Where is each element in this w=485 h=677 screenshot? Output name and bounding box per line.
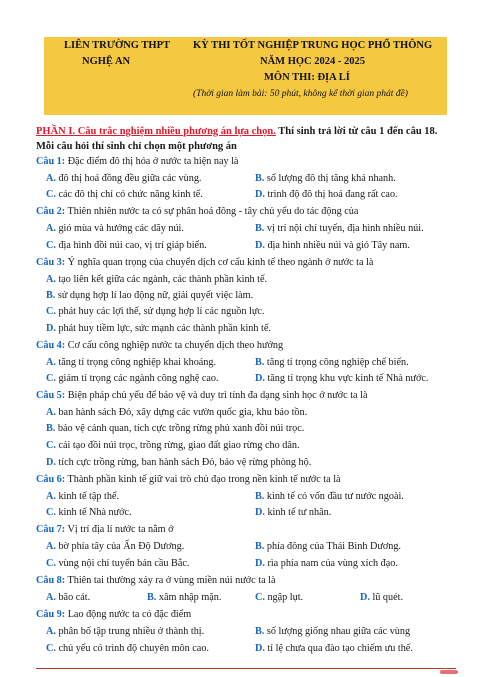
option-letter: C. — [46, 558, 56, 569]
option-letter: C. — [46, 189, 56, 200]
footer-mark — [440, 670, 458, 674]
option-letter: A. — [46, 407, 56, 418]
question-number: Câu 7: — [36, 524, 66, 535]
option-text: kinh tế tập thể. — [55, 491, 119, 502]
question-number: Câu 5: — [36, 390, 66, 401]
option-letter: A. — [46, 592, 56, 603]
option-d — [255, 507, 331, 518]
option-letter: C. — [46, 240, 56, 251]
section-instruction-2: Mỗi câu hỏi thí sinh chỉ chọn một phương án — [36, 141, 237, 152]
option-text: ngập lụt. — [264, 592, 304, 603]
option-text: bờ phía tây của Ấn Độ Dương. — [55, 541, 185, 552]
option-letter: A. — [46, 357, 56, 368]
option-text: phát huy các lợi thế, sử dụng hợp lí các nguồn lực. — [55, 306, 265, 317]
option-a — [46, 626, 204, 637]
option-letter: C. — [46, 373, 56, 384]
option-letter: C. — [46, 440, 56, 451]
option-c — [46, 507, 132, 518]
option-c — [46, 643, 209, 654]
question-6 — [36, 474, 341, 485]
option-letter: D. — [255, 643, 265, 654]
option-letter: C. — [46, 643, 56, 654]
option-b — [255, 173, 396, 184]
option-letter: B. — [46, 423, 56, 434]
option-d — [46, 457, 311, 468]
option-letter: A. — [46, 223, 56, 234]
option-text: tăng tỉ trọng khu vực kinh tế Nhà nước. — [264, 373, 429, 384]
option-c — [46, 440, 300, 451]
option-text: cải tạo đồi núi trọc, trồng rừng, giao đất giao rừng cho dân. — [55, 440, 300, 451]
option-letter: B. — [255, 223, 265, 234]
option-text: ban hành sách Đỏ, xây dựng các vườn quốc gia, khu bảo tồn. — [55, 407, 308, 418]
option-b — [46, 290, 253, 301]
option-text: phân bố tập trung nhiều ở thành thị. — [55, 626, 205, 637]
question-4 — [36, 340, 283, 351]
question-number: Câu 4: — [36, 340, 66, 351]
option-text: các đô thị chỉ có chức năng kinh tế. — [55, 189, 203, 200]
question-3 — [36, 257, 373, 268]
option-text: đô thị hoá đồng đều giữa các vùng. — [55, 173, 202, 184]
option-letter: D. — [255, 558, 265, 569]
option-letter: A. — [46, 626, 56, 637]
option-a — [46, 541, 184, 552]
option-text: số lượng đô thị tăng khá nhanh. — [264, 173, 396, 184]
option-a — [46, 357, 216, 368]
option-d — [255, 240, 410, 251]
option-c — [46, 189, 203, 200]
option-c — [46, 306, 264, 317]
option-letter: B. — [255, 491, 265, 502]
option-letter: C. — [46, 507, 56, 518]
option-a — [46, 491, 119, 502]
option-text: xâm nhập mặn. — [156, 592, 222, 603]
option-a — [46, 407, 307, 418]
option-b — [147, 592, 221, 603]
option-letter: A. — [46, 274, 56, 285]
option-letter: C. — [46, 306, 56, 317]
question-number: Câu 6: — [36, 474, 66, 485]
option-d — [255, 373, 428, 384]
option-c — [46, 558, 189, 569]
question-9 — [36, 609, 191, 620]
question-text: Biện pháp chủ yếu để bảo vệ và duy trì tính đa dạng sinh học ở nước ta là — [65, 390, 368, 401]
option-letter: B. — [46, 290, 56, 301]
option-text: rìa phía nam của vùng xích đạo. — [264, 558, 398, 569]
option-text: trình độ đô thị hoá đang rất cao. — [264, 189, 398, 200]
option-text: vị trí nội chí tuyến, địa hình nhiều núi. — [264, 223, 424, 234]
option-letter: D. — [255, 189, 265, 200]
option-letter: D. — [46, 323, 56, 334]
option-text: bảo vệ cảnh quan, tích cực trồng rừng phủ xanh đồi núi trọc. — [55, 423, 305, 434]
question-number: Câu 1: — [36, 156, 66, 167]
option-text: số lượng giống nhau giữa các vùng — [264, 626, 411, 637]
option-b — [46, 423, 304, 434]
question-text: Vị trí địa lí nước ta nằm ở — [65, 524, 174, 535]
option-text: kinh tế tư nhân. — [264, 507, 332, 518]
province-name: NGHỆ AN — [82, 56, 131, 67]
option-letter: B. — [255, 541, 265, 552]
option-b — [255, 491, 404, 502]
option-letter: D. — [255, 507, 265, 518]
option-d — [255, 189, 398, 200]
question-text: Ý nghĩa quan trọng của chuyển dịch cơ cấu kinh tế theo ngành ở nước ta là — [65, 257, 374, 268]
option-text: phát huy tiềm lực, sức mạnh các thành phần kinh tế. — [55, 323, 271, 334]
subject-title: MÔN THI: ĐỊA LÍ — [264, 72, 350, 83]
option-text: tăng tỉ trọng công nghiệp chế biến. — [264, 357, 409, 368]
question-8 — [36, 575, 276, 586]
footer-divider — [36, 668, 456, 669]
option-text: bão cát. — [55, 592, 91, 603]
question-number: Câu 9: — [36, 609, 66, 620]
option-c — [46, 373, 219, 384]
section-heading — [36, 124, 476, 154]
section-instruction-1: Thí sinh trả lời từ câu 1 đến câu 18. — [275, 126, 438, 137]
time-note: (Thời gian làm bài: 50 phút, không kể thời gian phát đề) — [193, 89, 408, 99]
option-letter: D. — [46, 457, 56, 468]
option-d — [360, 592, 403, 603]
option-a — [46, 223, 184, 234]
option-text: tạo liên kết giữa các ngành, các thành phần kinh tế. — [55, 274, 268, 285]
school-year: NĂM HỌC 2024 - 2025 — [260, 56, 365, 67]
option-letter: B. — [255, 357, 265, 368]
option-text: giảm tỉ trọng các ngành công nghệ cao. — [55, 373, 219, 384]
option-text: tỉ lệ chưa qua đào tạo chiếm ưu thế. — [264, 643, 413, 654]
option-text: tích cực trồng rừng, ban hành sách Đỏ, bảo vệ rừng phòng hộ. — [55, 457, 312, 468]
option-text: kinh tế có vốn đầu tư nước ngoài. — [264, 491, 404, 502]
option-text: gió mùa và hướng các dãy núi. — [55, 223, 184, 234]
question-number: Câu 2: — [36, 206, 66, 217]
option-text: địa hình nhiều núi và gió Tây nam. — [264, 240, 410, 251]
option-text: chủ yếu có trình độ chuyên môn cao. — [55, 643, 209, 654]
option-letter: C. — [255, 592, 265, 603]
option-letter: D. — [255, 373, 265, 384]
question-number: Câu 8: — [36, 575, 66, 586]
option-letter: A. — [46, 541, 56, 552]
question-number: Câu 3: — [36, 257, 66, 268]
question-2 — [36, 206, 358, 217]
option-d — [46, 323, 271, 334]
option-b — [255, 626, 410, 637]
option-letter: B. — [255, 173, 265, 184]
option-a — [46, 274, 267, 285]
option-a — [46, 173, 201, 184]
option-text: vùng nội chí tuyến bán cầu Bắc. — [55, 558, 190, 569]
option-d — [255, 643, 413, 654]
option-letter: B. — [147, 592, 157, 603]
question-1 — [36, 156, 238, 167]
option-letter: B. — [255, 626, 265, 637]
option-c — [255, 592, 303, 603]
section-title: PHẦN I. Câu trắc nghiệm nhiều phương án lựa chọn. — [36, 126, 276, 137]
option-c — [46, 240, 207, 251]
question-text: Thành phần kinh tế giữ vai trò chủ đạo trong nền kinh tế nước ta là — [65, 474, 341, 485]
option-text: địa hình đồi núi cao, vị trí giáp biển. — [55, 240, 207, 251]
option-text: kinh tế Nhà nước. — [55, 507, 132, 518]
option-letter: A. — [46, 491, 56, 502]
option-text: phía đông của Thái Bình Dương. — [264, 541, 401, 552]
question-text: Cơ cấu công nghiệp nước ta chuyển dịch theo hướng — [65, 340, 284, 351]
option-d — [255, 558, 398, 569]
question-7 — [36, 524, 174, 535]
option-b — [255, 223, 424, 234]
option-text: tăng tỉ trọng công nghiệp khai khoáng. — [55, 357, 217, 368]
question-text: Thiên nhiên nước ta có sự phân hoá đông - tây chủ yếu do tác động của — [65, 206, 359, 217]
question-text: Đặc điểm đô thị hóa ở nước ta hiện nay là — [65, 156, 239, 167]
option-text: sử dụng hợp lí lao động nữ, giải quyết việc làm. — [55, 290, 254, 301]
option-letter: D. — [360, 592, 370, 603]
question-text: Thiên tai thường xảy ra ở vùng miền núi nước ta là — [65, 575, 276, 586]
option-letter: D. — [255, 240, 265, 251]
option-letter: A. — [46, 173, 56, 184]
exam-title: KỲ THI TỐT NGHIỆP TRUNG HỌC PHỔ THÔNG — [193, 40, 433, 51]
option-b — [255, 541, 401, 552]
school-name: LIÊN TRƯỜNG THPT — [64, 40, 170, 51]
option-text: lũ quét. — [369, 592, 404, 603]
option-a — [46, 592, 90, 603]
option-b — [255, 357, 409, 368]
question-5 — [36, 390, 367, 401]
question-text: Lao động nước ta có đặc điểm — [65, 609, 192, 620]
